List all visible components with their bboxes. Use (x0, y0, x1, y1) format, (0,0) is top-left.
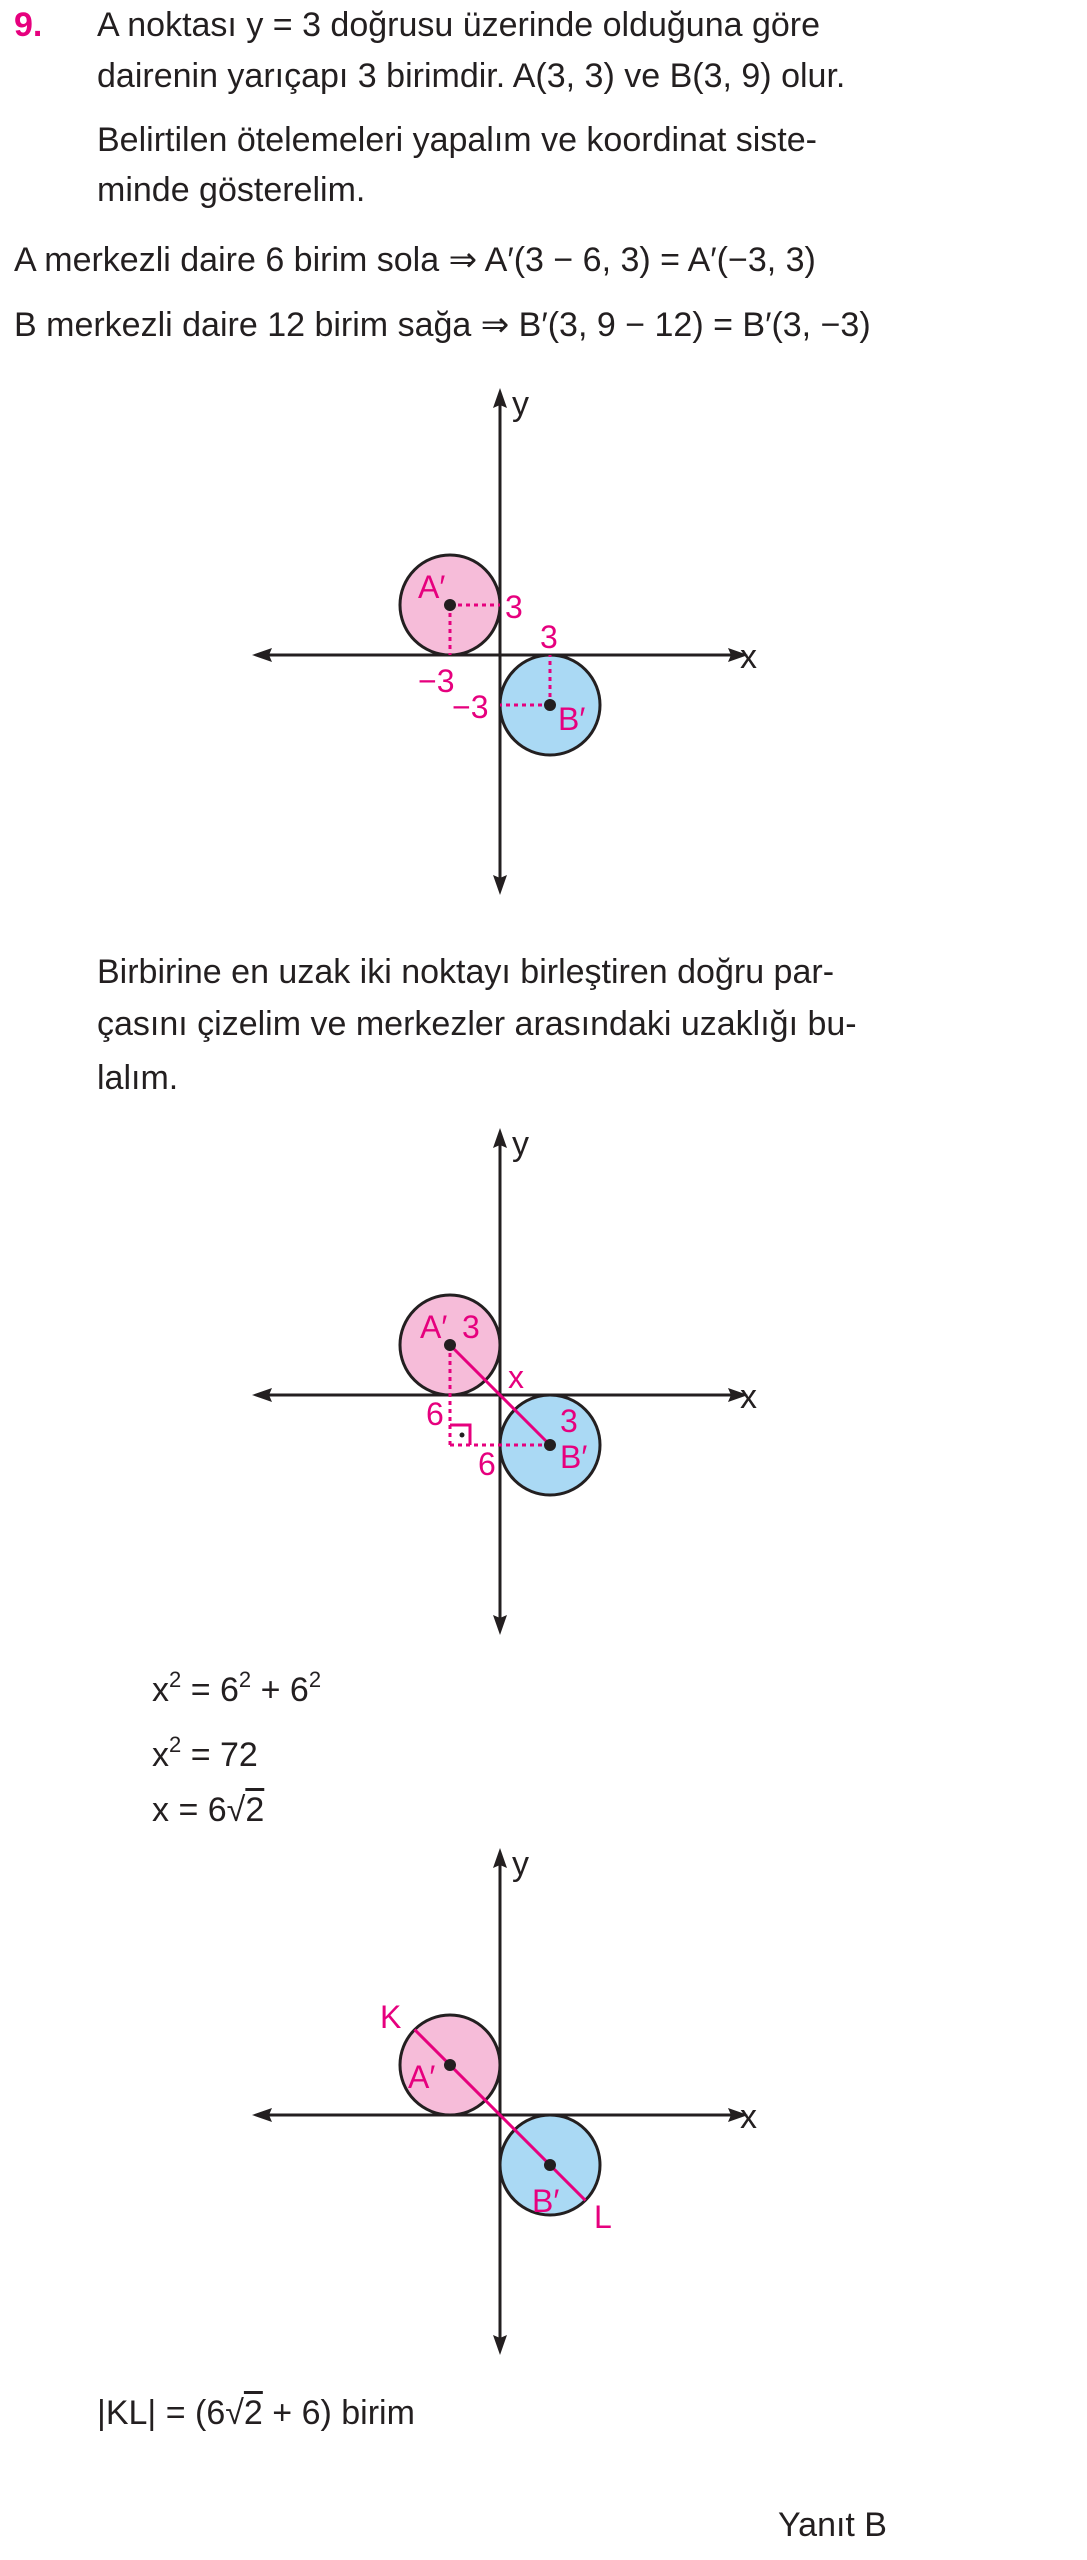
translation-a: A merkezli daire 6 birim sola ⇒ A′(3 − 6, 3) = A′(−3, 3) (14, 241, 816, 279)
label-leg-horizontal: 6 (478, 1446, 496, 1482)
question-line-1: A noktası y = 3 doğrusu üzerinde olduğuna göre (97, 6, 821, 44)
label-point-l: L (594, 2199, 612, 2235)
label-leg-vertical: 6 (426, 1396, 444, 1432)
question-line-2: dairenin yarıçapı 3 birimdir. A(3, 3) ve B(3, 9) olur. (97, 57, 846, 95)
eq2-exp: 2 (169, 1732, 182, 1757)
translation-b: B merkezli daire 12 birim sağa ⇒ B′(3, 9 − 12) = B′(3, −3) (14, 306, 871, 344)
x-axis-left-arrow (252, 1388, 272, 1402)
equation-3 (152, 1790, 264, 1830)
label-radius-a: 3 (462, 1309, 480, 1345)
label-b-y: −3 (452, 689, 489, 725)
label-a-y: 3 (505, 589, 523, 625)
label-a-x: −3 (418, 663, 455, 699)
center-b-dot (544, 699, 556, 711)
eq3-prefix: x = 6 (152, 1791, 227, 1829)
label-b-x: 3 (540, 619, 558, 655)
paragraph-2-line-3: lalım. (97, 1059, 179, 1097)
label-b-prime: B′ (560, 1439, 588, 1475)
label-a-prime: A′ (408, 2059, 436, 2095)
y-axis-top-arrow (493, 388, 507, 408)
center-a-dot (444, 599, 456, 611)
x-axis-label: x (740, 1378, 757, 1416)
eq2-rest: = 72 (181, 1736, 258, 1774)
x-axis-left-arrow (252, 2108, 272, 2122)
figure-2-distance-between-centers (0, 1120, 1087, 1640)
paragraph-2-line-2: çasını çizelim ve merkezler arasındaki uzaklığı bu- (97, 1005, 857, 1043)
x-axis-label: x (740, 638, 757, 676)
y-axis-label: y (512, 1125, 529, 1163)
y-axis-label: y (512, 385, 529, 423)
label-radius-b: 3 (560, 1403, 578, 1439)
equation-2 (152, 1725, 258, 1775)
figure-1-coordinate-plane (0, 380, 1087, 900)
eq1-plus: + 6 (251, 1671, 309, 1709)
eq1-lhs: x (152, 1671, 169, 1709)
result-suffix: + 6) birim (262, 2394, 415, 2432)
question-line-4: minde gösterelim. (97, 171, 366, 209)
result-radicand: 2 (243, 2394, 263, 2432)
center-b-dot (544, 1439, 556, 1451)
result-prefix: |KL| = (6 (97, 2394, 226, 2432)
question-number: 9. (14, 6, 43, 44)
label-b-prime: B′ (558, 701, 586, 737)
answer-label: Yanıt B (778, 2506, 887, 2544)
paragraph-2-line-1: Birbirine en uzak iki noktayı birleştiren doğru par- (97, 953, 835, 991)
center-a-dot (444, 2059, 456, 2071)
eq1-lhs-exp: 2 (169, 1667, 182, 1692)
eq1-rhs-exp: 2 (308, 1667, 322, 1692)
x-axis-left-arrow (252, 648, 272, 662)
y-axis-bottom-arrow (493, 1615, 507, 1635)
x-axis-label: x (740, 2098, 757, 2136)
y-axis-bottom-arrow (493, 875, 507, 895)
eq1-mid: = 6 (181, 1671, 239, 1709)
result-kl (97, 2393, 415, 2433)
label-segment-x: x (508, 1359, 524, 1395)
y-axis-bottom-arrow (493, 2335, 507, 2355)
center-b-dot (544, 2159, 556, 2171)
y-axis-label: y (512, 1845, 529, 1883)
eq3-root-sign: √ (226, 1791, 246, 1829)
eq3-radicand: 2 (245, 1791, 265, 1829)
result-root-sign: √ (225, 2394, 244, 2432)
equation-1 (152, 1660, 321, 1710)
eq2-base: x (152, 1736, 169, 1774)
label-point-k: K (380, 1999, 402, 2035)
right-angle-mark (450, 1425, 470, 1445)
label-a-prime: A′ (420, 1309, 448, 1345)
label-a-prime: A′ (418, 569, 446, 605)
y-axis-top-arrow (493, 1128, 507, 1148)
label-b-prime: B′ (532, 2183, 560, 2219)
y-axis-top-arrow (493, 1848, 507, 1868)
eq1-mid-exp: 2 (238, 1667, 252, 1692)
figure-3-kl-segment (0, 1840, 1087, 2360)
question-line-3: Belirtilen ötelemeleri yapalım ve koordinat siste- (97, 121, 817, 159)
